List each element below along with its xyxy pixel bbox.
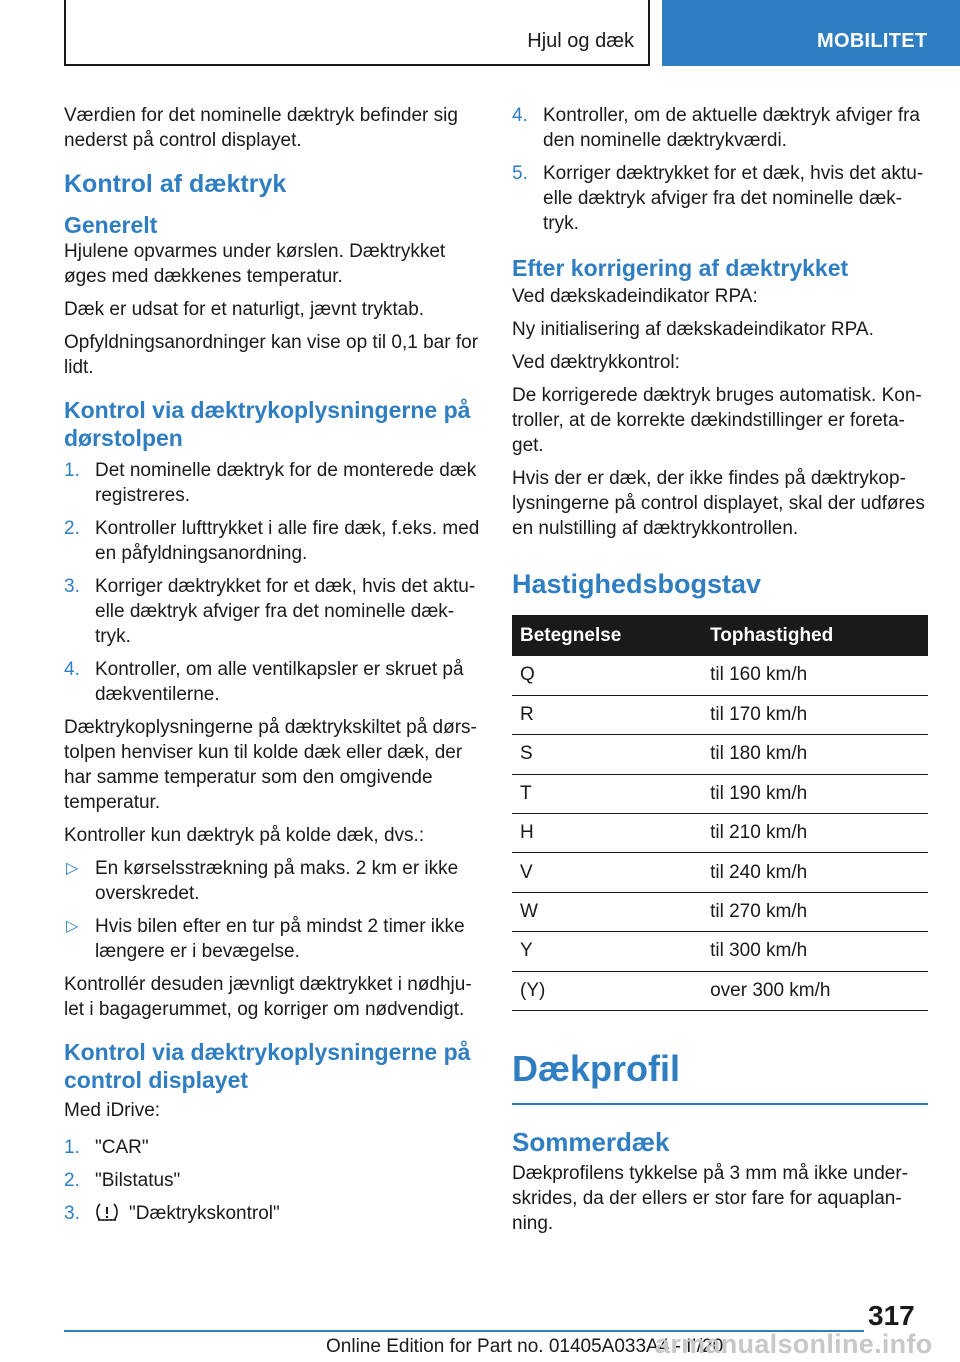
step-text: Korriger dæktrykket for et dæk, hvis det aktuelle dæktryk afviger fra det nominelle dæktryk. — [95, 576, 476, 647]
after-paragraph-4: De korrigerede dæktryk bruges automatisk. Kontroller, at de korrekte dækindstillinger er foretaget. — [512, 385, 922, 456]
list-item — [512, 103, 928, 153]
chapter-tab[interactable] — [662, 0, 960, 66]
step-text: "Dæktrykskontrol" — [129, 1203, 280, 1224]
chapter-tab-label: MOBILITET — [817, 30, 928, 52]
cold-tire-bullets — [64, 856, 482, 964]
watermark: armanualsonline.info — [655, 1329, 933, 1359]
generelt-paragraph-1: Hjulene opvarmes under kørslen. Dæktrykket øges med dækkenes temperatur. — [64, 241, 446, 287]
edition-text: Online Edition for Part no. 01405A033A4 - II/20 — [326, 1336, 724, 1357]
table-row — [512, 892, 928, 931]
bullet-text: En kørselsstrækning på maks. 2 km er ikke overskredet. — [95, 858, 459, 904]
step-text: Kontroller, om alle ventilkapsler er skruet på dækventilerne. — [95, 659, 464, 705]
list-item — [512, 161, 928, 236]
heading-kontrol: Kontrol af dæktryk — [64, 170, 287, 198]
section-title: Hjul og dæk — [527, 30, 634, 52]
heading-summer-tires: Sommerdæk — [512, 1127, 670, 1158]
list-item — [64, 914, 482, 964]
table-cell: til 180 km/h — [698, 735, 928, 774]
table-cell: til 190 km/h — [698, 774, 928, 813]
table-cell: H — [512, 814, 698, 853]
doorpost-steps — [64, 458, 482, 707]
heading-generelt: Generelt — [64, 212, 158, 238]
table-cell: til 270 km/h — [698, 892, 928, 931]
table-cell: V — [512, 853, 698, 892]
step-text: Kontroller lufttrykket i alle fire dæk, f.eks. med en påfyldningsanordning. — [95, 518, 480, 564]
doorpost-paragraph-1: Dæktrykoplysningerne på dæktrykskiltet på dørstolpen henviser kun til kolde dæk eller dæk, der har samme temperatur som den omgivende temperatur. — [64, 717, 477, 813]
after-paragraph-3: Ved dæktrykkontrol: — [512, 352, 680, 373]
list-item — [64, 657, 482, 707]
page-number: 317 — [868, 1300, 915, 1331]
step-number: 4. — [64, 659, 80, 680]
intro-paragraph: Værdien for det nominelle dæktryk befinder sig nederst på control displayet. — [64, 105, 458, 151]
table-cell: til 170 km/h — [698, 695, 928, 734]
step-number: 3. — [64, 1203, 80, 1224]
table-row — [512, 932, 928, 971]
table-row — [512, 853, 928, 892]
display-steps — [64, 1135, 482, 1226]
after-paragraph-5: Hvis der er dæk, der ikke findes på dæktrykoplysningerne på control displayet, skal der udføres en nulstilling af dæktrykkontrollen. — [512, 468, 925, 539]
triangle-bullet-icon: ▷ — [66, 860, 79, 877]
heading-after-correction: Efter korrigering af dæktrykket — [512, 255, 849, 281]
list-item — [64, 1168, 482, 1193]
step-number: 1. — [64, 460, 80, 481]
step-text: Korriger dæktrykket for et dæk, hvis det aktuelle dæktryk afviger fra det nominelle dæktryk. — [543, 163, 924, 234]
step-number: 4. — [512, 105, 528, 126]
list-item — [64, 574, 482, 649]
list-item — [64, 1135, 482, 1160]
heading-doorpost: Kontrol via dæktrykoplysningerne på dørstolpen — [64, 397, 471, 451]
tire-pressure-warning-icon — [95, 1202, 119, 1222]
column-header: Tophastighed — [698, 615, 928, 656]
table-cell: W — [512, 892, 698, 931]
table-cell: til 240 km/h — [698, 853, 928, 892]
after-paragraph-2: Ny initialisering af dækskadeindikator RPA. — [512, 319, 874, 340]
heading-tread-profile: Dækprofil — [512, 1047, 928, 1105]
step-number: 2. — [64, 1170, 80, 1191]
step-number: 3. — [64, 576, 80, 597]
step-text: "CAR" — [95, 1137, 149, 1158]
table-cell: Y — [512, 932, 698, 971]
list-item — [64, 856, 482, 906]
table-row — [512, 971, 928, 1010]
table-cell: (Y) — [512, 971, 698, 1010]
step-number: 5. — [512, 163, 528, 184]
column-header: Betegnelse — [512, 615, 698, 656]
step-text: "Bilstatus" — [95, 1170, 181, 1191]
triangle-bullet-icon: ▷ — [66, 918, 79, 935]
table-row — [512, 735, 928, 774]
after-paragraph-1: Ved dækskadeindikator RPA: — [512, 286, 758, 307]
list-item — [64, 1201, 482, 1226]
display-paragraph-1: Med iDrive: — [64, 1100, 161, 1121]
generelt-paragraph-2: Dæk er udsat for et naturligt, jævnt tryktab. — [64, 299, 425, 320]
table-cell: til 210 km/h — [698, 814, 928, 853]
heading-speed-letter: Hastighedsbogstav — [512, 569, 762, 599]
bullet-text: Hvis bilen efter en tur på mindst 2 timer ikke længere er i bevægelse. — [95, 916, 465, 962]
display-steps-continued — [512, 103, 928, 236]
right-column — [512, 103, 928, 1244]
header-frame — [64, 0, 650, 66]
table-header-row — [512, 615, 928, 656]
speed-table — [512, 615, 928, 1011]
step-number: 1. — [64, 1137, 80, 1158]
step-text: Kontroller, om de aktuelle dæktryk afviger fra den nominelle dæktrykværdi. — [543, 105, 921, 151]
list-item — [64, 458, 482, 508]
table-row — [512, 695, 928, 734]
summer-paragraph-1: Dækprofilens tykkelse på 3 mm må ikke underskrides, da der ellers er stor fare for aquaplanning. — [512, 1163, 908, 1235]
table-cell: til 160 km/h — [698, 656, 928, 695]
table-row — [512, 774, 928, 813]
list-item — [64, 516, 482, 566]
doorpost-paragraph-2: Kontroller kun dæktryk på kolde dæk, dvs.: — [64, 825, 425, 846]
table-cell: til 300 km/h — [698, 932, 928, 971]
table-row — [512, 814, 928, 853]
step-number: 2. — [64, 518, 80, 539]
left-column — [64, 103, 482, 1234]
table-row — [512, 656, 928, 695]
table-cell: Q — [512, 656, 698, 695]
table-cell: over 300 km/h — [698, 971, 928, 1010]
table-cell: T — [512, 774, 698, 813]
doorpost-paragraph-3: Kontrollér desuden jævnligt dæktrykket i nødhjulet i bagagerummet, og korriger om nødvendigt. — [64, 974, 472, 1020]
generelt-paragraph-3: Opfyldningsanordninger kan vise op til 0,1 bar for lidt. — [64, 332, 479, 378]
step-text: Det nominelle dæktryk for de monterede dæk registreres. — [95, 460, 477, 506]
table-cell: S — [512, 735, 698, 774]
heading-display: Kontrol via dæktrykoplysningerne på control displayet — [64, 1039, 471, 1093]
table-cell: R — [512, 695, 698, 734]
